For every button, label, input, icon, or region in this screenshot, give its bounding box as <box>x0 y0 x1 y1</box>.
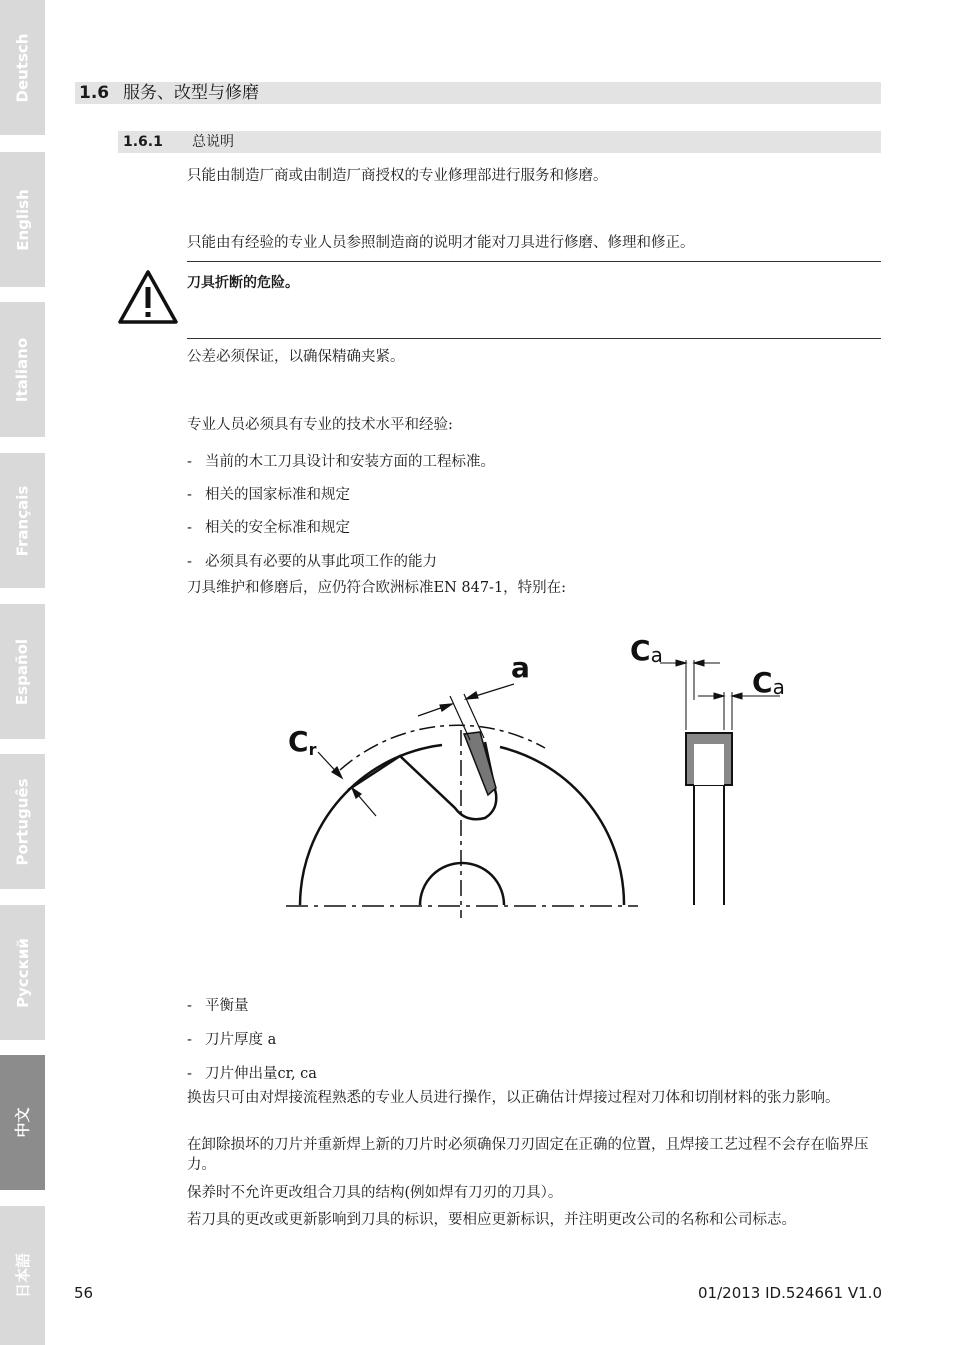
list-item-text: 当前的木工刀具设计和安装方面的工程标准。 <box>205 454 495 470</box>
list-item-text: 平衡量 <box>205 998 249 1014</box>
tab-label: Italiano <box>13 337 32 402</box>
blade-outer-arc-left <box>300 745 442 905</box>
label-ca-top: Ca <box>630 634 663 667</box>
tooth-circle <box>340 725 545 770</box>
list-item <box>187 516 350 537</box>
tab-label: Deutsch <box>13 33 32 102</box>
section-heading <box>75 82 881 104</box>
bullet-dash: - <box>187 554 192 570</box>
arrow-head <box>440 704 452 711</box>
warning-icon <box>117 269 179 325</box>
bullet-dash: - <box>187 454 192 470</box>
list-item <box>187 550 437 571</box>
warning-top-rule <box>187 261 881 262</box>
subsection-title: 总说明 <box>192 134 234 150</box>
subsection-number: 1.6.1 <box>123 134 163 150</box>
list-item-text: 必须具有必要的从事此项工作的能力 <box>205 554 437 570</box>
tab-label: Español <box>13 638 32 705</box>
dim-line <box>450 696 470 740</box>
bullet-dash: - <box>187 1066 192 1082</box>
section-number: 1.6 <box>79 83 110 103</box>
list-item-text: 刀片厚度 a <box>205 1032 277 1048</box>
list-item-text: 相关的安全标准和规定 <box>205 520 350 536</box>
tab-label: Français <box>13 485 32 556</box>
tab-francais[interactable] <box>0 453 45 588</box>
list-item <box>187 1062 317 1083</box>
paragraph: 在卸除损坏的刀片并重新焊上新的刀片时必须确保刀刃固定在正确的位置，且焊接工艺过程不会存在临界压力。 <box>187 1137 869 1173</box>
bore-arc <box>420 863 504 905</box>
tab-chinese[interactable] <box>0 1055 45 1190</box>
paragraph: 公差必须保证，以确保精确夹紧。 <box>187 349 405 365</box>
arrow-head <box>694 660 704 666</box>
paragraph: 只能由有经验的专业人员参照制造商的说明才能对刀具进行修磨、修理和修正。 <box>187 235 695 251</box>
bullet-dash: - <box>187 1032 192 1048</box>
tab-deutsch[interactable] <box>0 0 45 135</box>
dim-line <box>464 694 484 738</box>
label-cr: Cr <box>288 725 317 759</box>
list-item <box>187 1028 276 1049</box>
arrow-head <box>676 660 686 666</box>
tooth-tip <box>464 732 496 795</box>
list-item-text: 相关的国家标准和规定 <box>205 487 350 503</box>
tab-english[interactable] <box>0 152 45 287</box>
tab-italiano[interactable] <box>0 302 45 437</box>
tab-japanese[interactable] <box>0 1206 45 1345</box>
label-a: a <box>511 651 530 684</box>
paragraph: 专业人员必须具有专业的技术水平和经验: <box>187 417 453 433</box>
tab-portugues[interactable] <box>0 754 45 889</box>
tab-label: 中文 <box>13 1107 32 1138</box>
arrow-head <box>466 692 478 699</box>
bullet-dash: - <box>187 998 192 1014</box>
tab-label: Português <box>13 777 32 866</box>
side-view-body-gap <box>694 744 724 785</box>
page-number: 56 <box>74 1284 94 1302</box>
list-item <box>187 994 249 1015</box>
list-item <box>187 450 495 471</box>
list-item-text: 刀片伸出量cr, ca <box>205 1066 317 1082</box>
paragraph: 保养时不允许更改组合刀具的结构(例如焊有刀刃的刀具）。 <box>187 1185 563 1201</box>
document-id: 01/2013 ID.524661 V1.0 <box>698 1284 882 1302</box>
bullet-dash: - <box>187 487 192 503</box>
tab-espanol[interactable] <box>0 604 45 739</box>
paragraph: 若刀具的更改或更新影响到刀具的标识，要相应更新标识，并注明更改公司的名称和公司标志。 <box>187 1212 796 1228</box>
tab-label: 日本語 <box>14 1252 33 1299</box>
paragraph: 换齿只可由对焊接流程熟悉的专业人员进行操作，以正确估计焊接过程对刀体和切削材料的张力影响。 <box>187 1090 840 1106</box>
arrow-head <box>732 693 742 699</box>
label-ca-right: Ca <box>752 666 785 699</box>
tab-russian[interactable] <box>0 905 45 1040</box>
arrow-head <box>714 693 724 699</box>
warning-bottom-rule <box>187 338 881 339</box>
section-title: 服务、改型与修磨 <box>123 83 259 103</box>
warning-text: 刀具折断的危险。 <box>187 275 299 291</box>
bullet-dash: - <box>187 520 192 536</box>
tab-label: Русский <box>13 937 32 1008</box>
saw-blade-diagram <box>280 630 800 920</box>
paragraph: 只能由制造厂商或由制造厂商授权的专业修理部进行服务和修磨。 <box>187 168 608 184</box>
paragraph: 刀具维护和修磨后，应仍符合欧洲标准EN 847-1，特别在: <box>187 580 567 596</box>
subsection-heading <box>118 131 881 153</box>
tab-label: English <box>13 188 32 251</box>
list-item <box>187 483 350 504</box>
blade-outer-arc-right <box>500 747 624 905</box>
